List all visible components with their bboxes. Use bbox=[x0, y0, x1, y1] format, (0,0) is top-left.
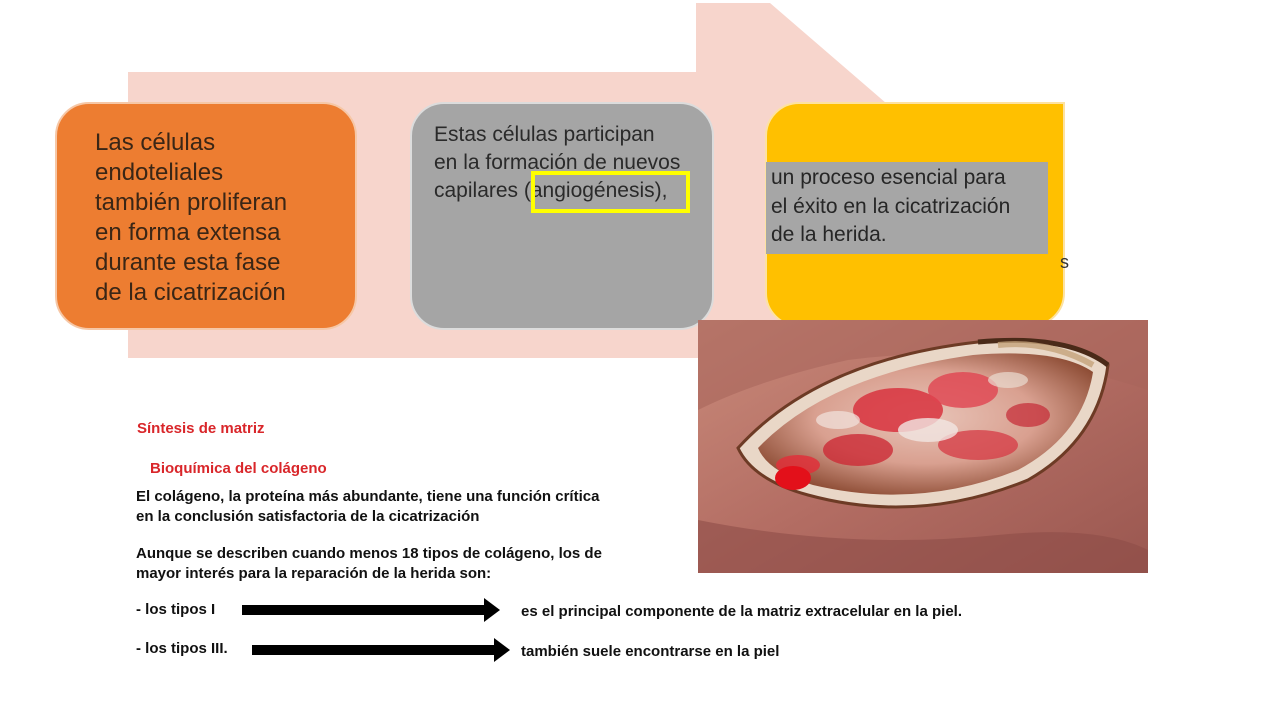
angiogenesis-highlight bbox=[531, 171, 690, 213]
right-arrow-icon bbox=[240, 598, 502, 622]
collagen-type-1-description: es el principal componente de la matriz extracelular en la piel. bbox=[521, 603, 962, 620]
right-arrow-icon bbox=[250, 638, 512, 662]
paragraph-collagen-function: El colágeno, la proteína más abundante, tiene una función crítica en la conclusión satisfactoria de la cicatrización bbox=[136, 488, 600, 525]
paragraph-collagen-types: Aunque se describen cuando menos 18 tipos de colágeno, los de mayor interés para la reparación de la herida son: bbox=[136, 545, 602, 582]
collagen-type-3-description: también suele encontrarse en la piel bbox=[521, 643, 780, 660]
collagen-type-1-label: - los tipos I bbox=[136, 601, 216, 618]
heading-matrix-synthesis: Síntesis de matriz bbox=[137, 420, 265, 437]
step-3-clipped-letter: s bbox=[1060, 252, 1069, 272]
heading-collagen-biochemistry: Bioquímica del colágeno bbox=[150, 460, 327, 477]
wound-photo bbox=[698, 320, 1148, 573]
step-2-text: Estas células participan en la formación de nuevos capilares (angiogénesis), bbox=[434, 123, 681, 202]
step-1-text: Las células endoteliales también proliferan en forma extensa durante esta fase de la cicatrización bbox=[95, 129, 288, 306]
collagen-type-3-label: - los tipos III. bbox=[136, 640, 228, 657]
step-3-text: un proceso esencial para el éxito en la cicatrización de la herida. bbox=[771, 166, 1011, 246]
